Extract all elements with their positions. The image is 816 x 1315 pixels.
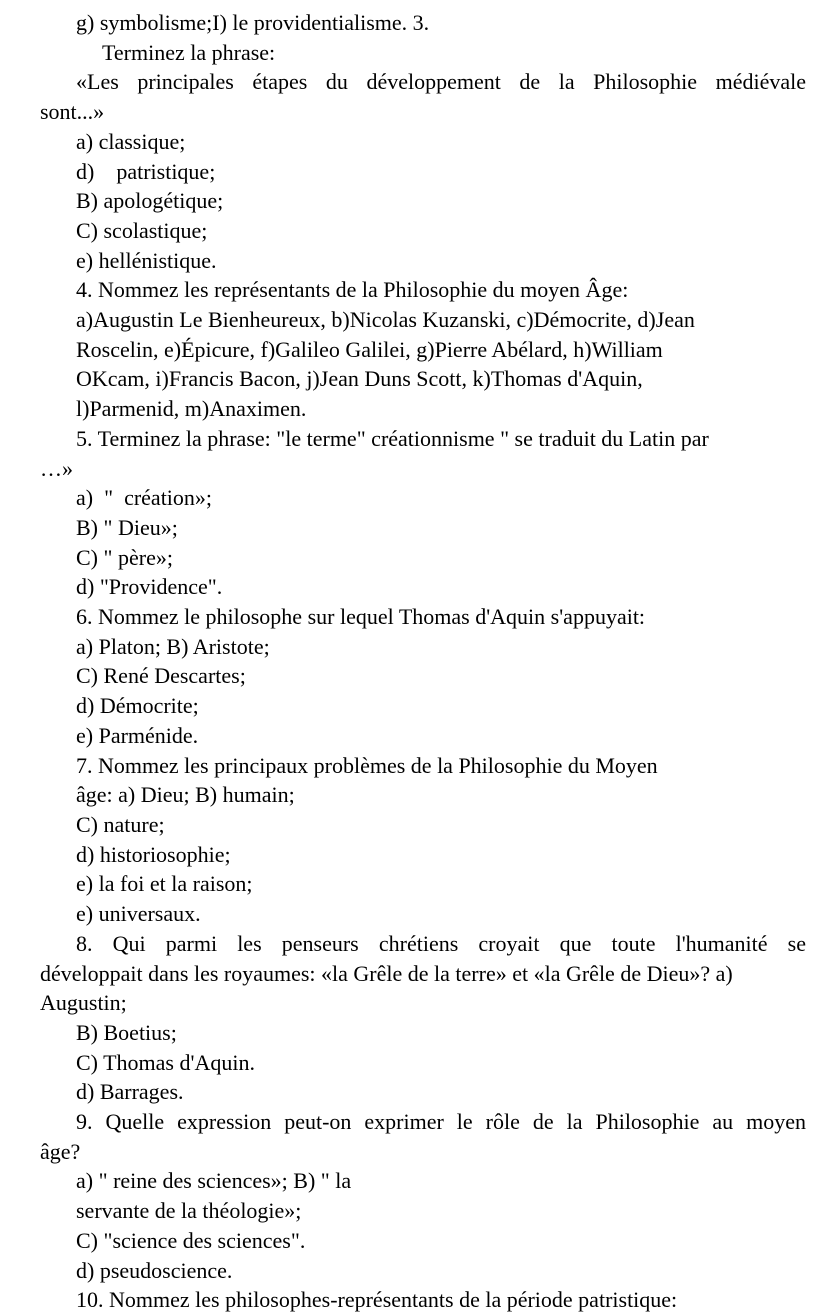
list-item: e) hellénistique.	[76, 247, 217, 273]
list-item: C) Thomas d'Aquin.	[76, 1049, 255, 1075]
question-text: 9. Quelle expression peut-on exprimer le rôle de la Philosophie au moyen	[76, 1109, 806, 1135]
list-item: e) la foi et la raison;	[76, 871, 253, 897]
text-line: «Les principales étapes du développement de la Philosophie médiévale	[76, 69, 806, 95]
question-text: 7. Nommez les principaux problèmes de la Philosophie du Moyen	[76, 752, 658, 778]
list-item: d) "Providence".	[76, 574, 223, 600]
text-line: l)Parmenid, m)Anaximen.	[76, 396, 307, 422]
text-line: développait dans les royaumes: «la Grêle de la terre» et «la Grêle de Dieu»? a)	[40, 960, 733, 986]
list-item: C) nature;	[76, 811, 165, 837]
list-item: servante de la théologie»;	[76, 1198, 302, 1224]
list-item: a) Platon; B) Aristote;	[76, 633, 270, 659]
list-item: C) René Descartes;	[76, 663, 246, 689]
list-item: B) Boetius;	[76, 1019, 177, 1045]
question-text: 6. Nommez le philosophe sur lequel Thomas d'Aquin s'appuyait:	[76, 604, 646, 630]
question-text: 4. Nommez les représentants de la Philosophie du moyen Âge:	[76, 277, 629, 303]
list-item: a) classique;	[76, 128, 186, 154]
list-item: d) historiosophie;	[76, 841, 231, 867]
text-line: a)Augustin Le Bienheureux, b)Nicolas Kuzanski, c)Démocrite, d)Jean	[76, 307, 695, 333]
list-item: d) Barrages.	[76, 1079, 184, 1105]
list-item: a) " création»;	[76, 485, 213, 511]
text-line: OKcam, i)Francis Bacon, j)Jean Duns Scott, k)Thomas d'Aquin,	[76, 366, 643, 392]
text-line: âge?	[40, 1138, 81, 1164]
text-line: Roscelin, e)Épicure, f)Galileo Galilei, g)Pierre Abélard, h)William	[76, 336, 663, 362]
list-item: e) universaux.	[76, 901, 201, 927]
list-item: e) Parménide.	[76, 722, 199, 748]
list-item: Augustin;	[40, 990, 127, 1016]
text-line: sont...»	[40, 99, 105, 125]
text-line: …»	[40, 455, 73, 481]
list-item: d) pseudoscience.	[76, 1257, 233, 1283]
text-line: Terminez la phrase:	[102, 39, 276, 65]
list-item: B) " Dieu»;	[76, 514, 178, 540]
question-text: 10. Nommez les philosophes-représentants de la période patristique:	[76, 1287, 678, 1313]
list-item: C) " père»;	[76, 544, 173, 570]
list-item: B) apologétique;	[76, 188, 224, 214]
list-item: d) patristique;	[76, 158, 216, 184]
list-item: C) "science des sciences".	[76, 1227, 306, 1253]
list-item: d) Démocrite;	[76, 693, 199, 719]
list-item: a) " reine des sciences»; B) " la	[76, 1168, 352, 1194]
text-line: g) symbolisme;I) le providentialisme. 3.	[76, 10, 430, 35]
question-text: 8. Qui parmi les penseurs chrétiens croyait que toute l'humanité se	[76, 930, 806, 956]
question-text: 5. Terminez la phrase: "le terme" créationnisme " se traduit du Latin par	[76, 425, 709, 451]
list-item: C) scolastique;	[76, 217, 208, 243]
list-item: âge: a) Dieu; B) humain;	[76, 782, 295, 808]
